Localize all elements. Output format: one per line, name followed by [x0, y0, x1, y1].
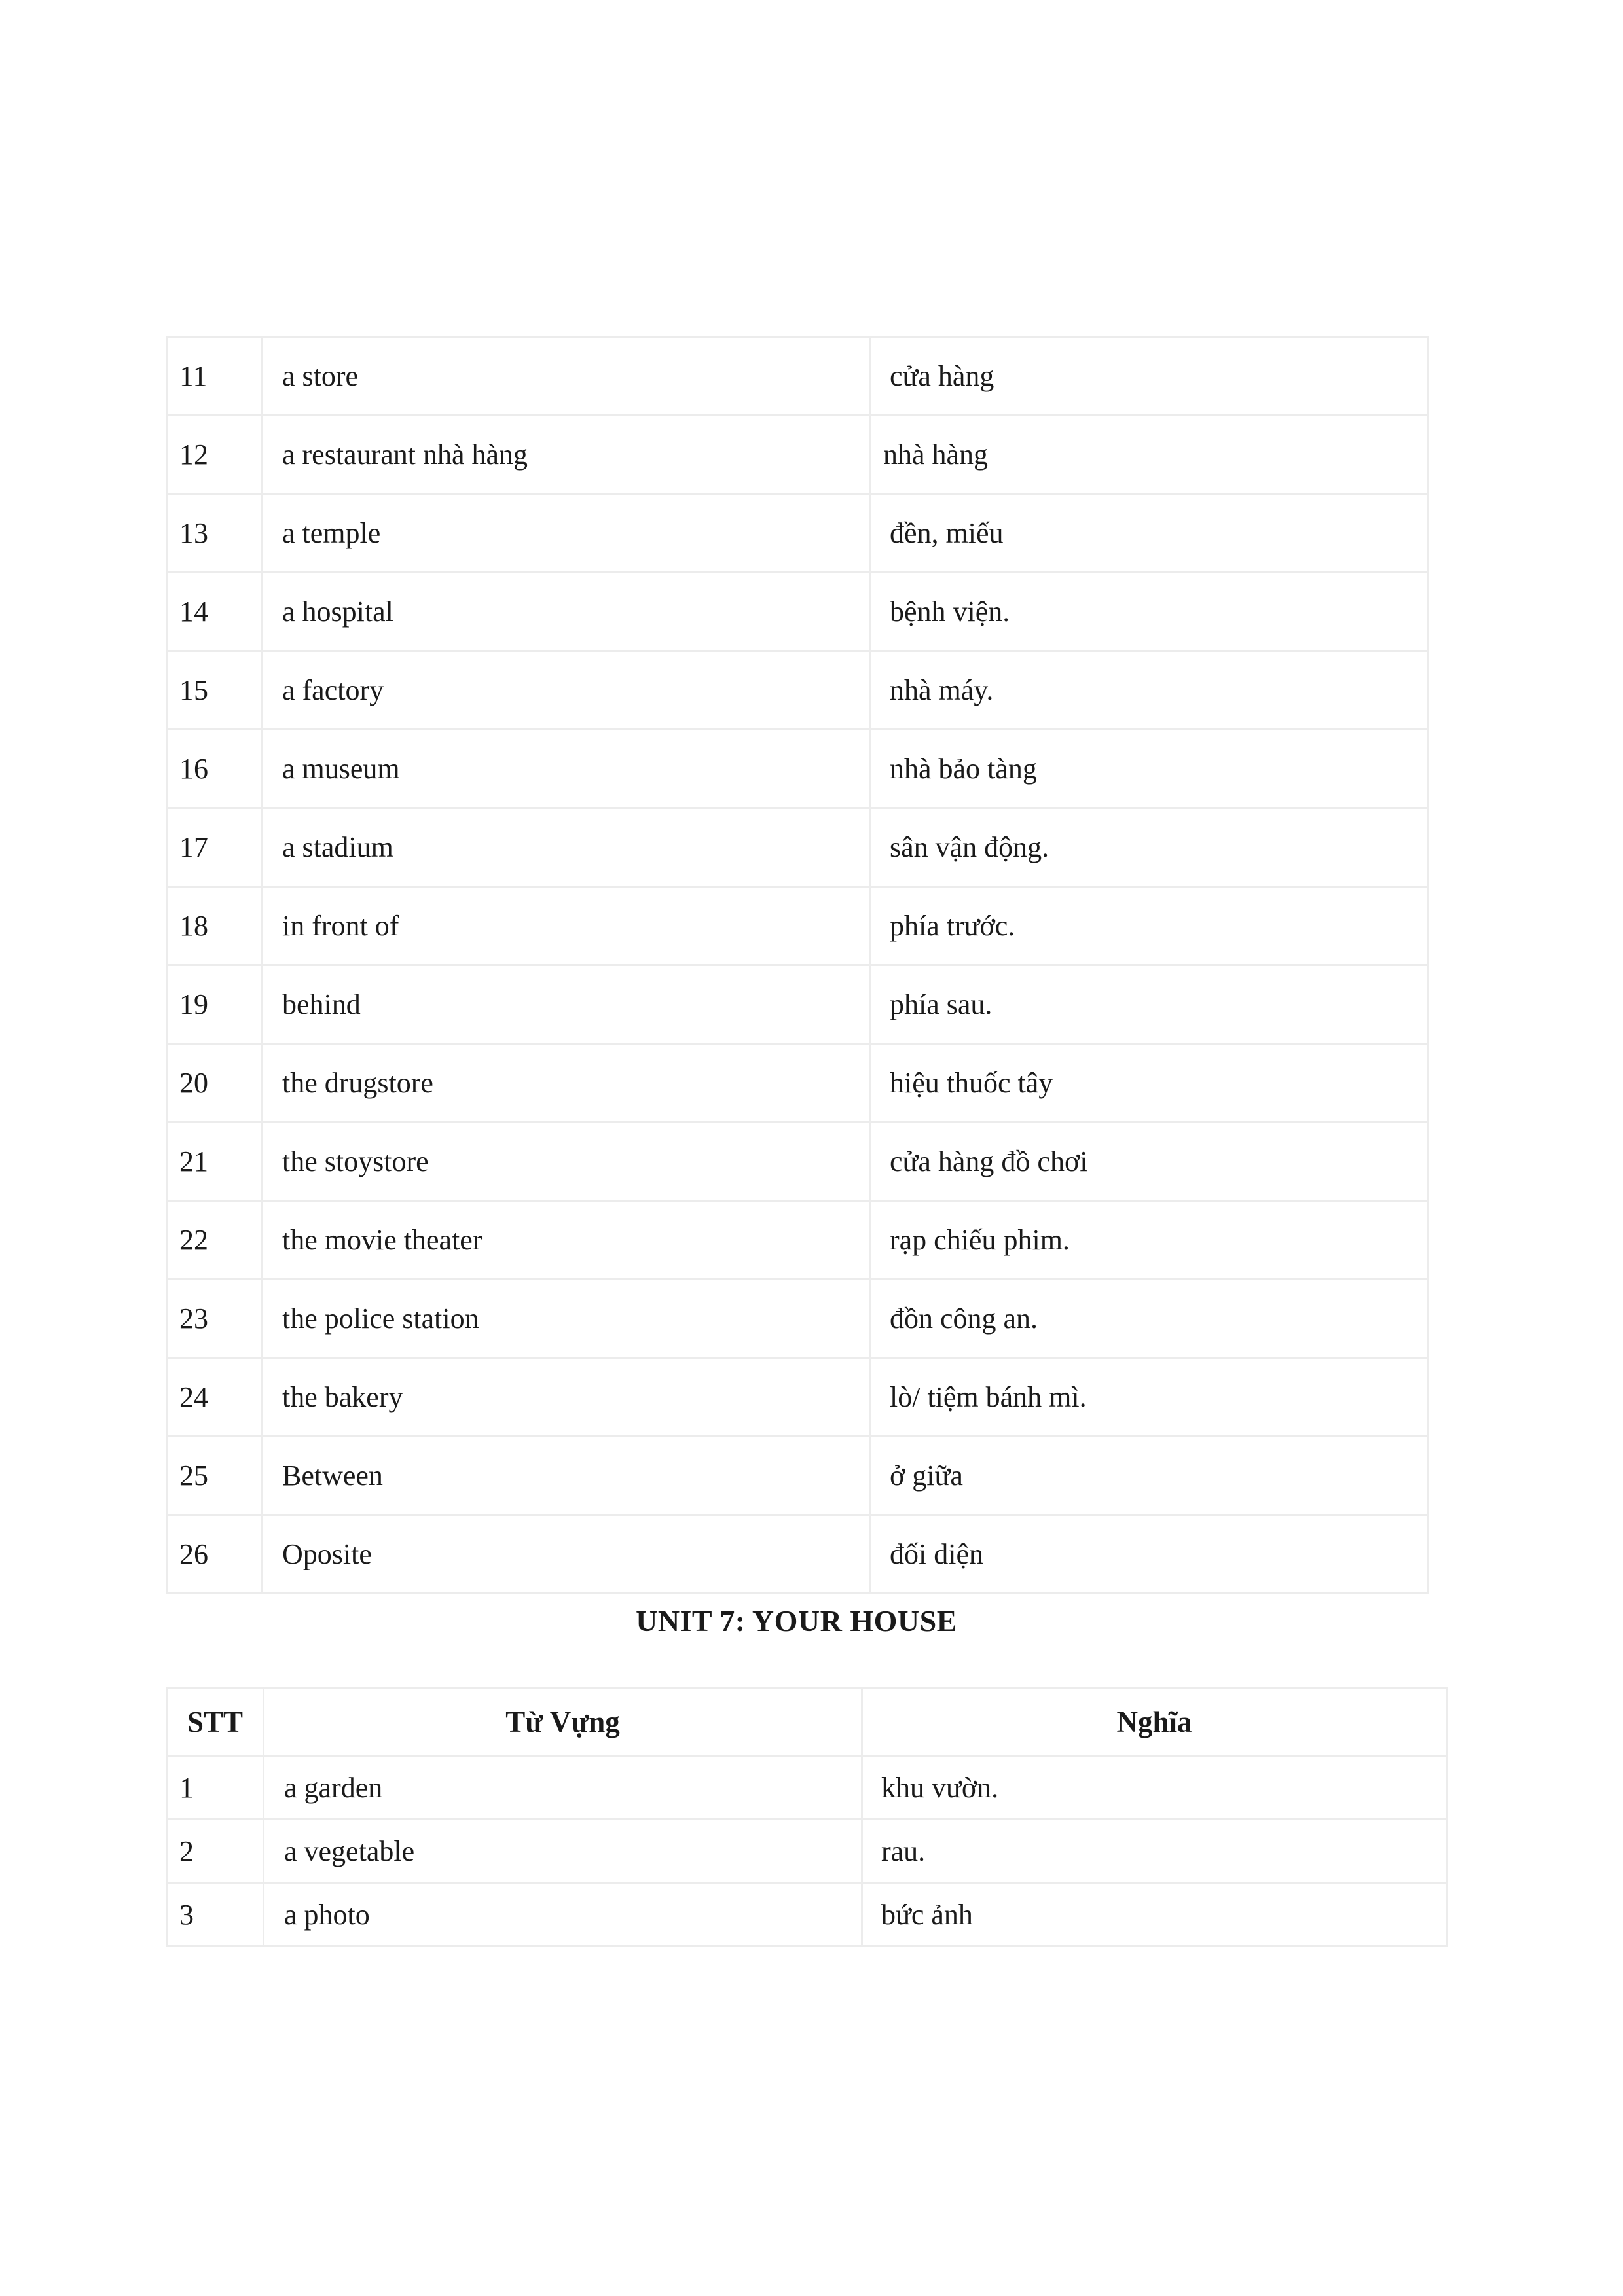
word-meaning: lò/ tiệm bánh mì.: [871, 1358, 1429, 1437]
table-row: [167, 1044, 1429, 1122]
section-heading: UNIT 7: YOUR HOUSE: [636, 1604, 957, 1638]
row-number: 12: [167, 416, 262, 494]
vocabulary-word: a vegetable: [264, 1820, 862, 1883]
row-number: 11: [167, 337, 262, 416]
row-number: 23: [167, 1280, 262, 1358]
row-number: 24: [167, 1358, 262, 1437]
word-meaning: khu vườn.: [862, 1756, 1447, 1820]
row-number: 20: [167, 1044, 262, 1122]
vocabulary-word: a factory: [262, 651, 871, 730]
vocabulary-word: the drugstore: [262, 1044, 871, 1122]
table-row: [167, 1820, 1447, 1883]
vocabulary-table-places: [166, 336, 1429, 1594]
table-row: [167, 337, 1429, 416]
word-meaning: cửa hàng: [871, 337, 1429, 416]
vocabulary-word: Oposite: [262, 1515, 871, 1594]
table-row: [167, 1122, 1429, 1201]
table-row: [167, 887, 1429, 965]
word-meaning: nhà hàng: [871, 416, 1429, 494]
table-row: [167, 1883, 1447, 1946]
word-meaning: đồn công an.: [871, 1280, 1429, 1358]
row-number: 2: [167, 1820, 264, 1883]
row-number: 15: [167, 651, 262, 730]
row-number: 14: [167, 573, 262, 651]
table-row: [167, 1280, 1429, 1358]
row-number: 1: [167, 1756, 264, 1820]
table-row: [167, 1358, 1429, 1437]
row-number: 16: [167, 730, 262, 808]
vocabulary-word: a restaurant nhà hàng: [262, 416, 871, 494]
table-row: [167, 1756, 1447, 1820]
table-row: [167, 965, 1429, 1044]
vocabulary-word: a garden: [264, 1756, 862, 1820]
table-row: [167, 1515, 1429, 1594]
table-row: [167, 730, 1429, 808]
table-row: [167, 651, 1429, 730]
vocabulary-word: behind: [262, 965, 871, 1044]
vocabulary-word: a store: [262, 337, 871, 416]
row-number: 26: [167, 1515, 262, 1594]
row-number: 21: [167, 1122, 262, 1201]
column-header-word: Từ Vựng: [264, 1688, 862, 1756]
word-meaning: sân vận động.: [871, 808, 1429, 887]
row-number: 19: [167, 965, 262, 1044]
column-header-meaning: Nghĩa: [862, 1688, 1447, 1756]
table-row: [167, 1437, 1429, 1515]
word-meaning: nhà máy.: [871, 651, 1429, 730]
table-row: [167, 1201, 1429, 1280]
table-row: [167, 494, 1429, 573]
vocabulary-word: the movie theater: [262, 1201, 871, 1280]
vocabulary-word: in front of: [262, 887, 871, 965]
vocabulary-table-house: [166, 1687, 1448, 1947]
word-meaning: cửa hàng đồ chơi: [871, 1122, 1429, 1201]
word-meaning: phía sau.: [871, 965, 1429, 1044]
table-row: [167, 808, 1429, 887]
column-header-number: STT: [167, 1688, 264, 1756]
vocabulary-word: a museum: [262, 730, 871, 808]
word-meaning: đền, miếu: [871, 494, 1429, 573]
word-meaning: đối diện: [871, 1515, 1429, 1594]
word-meaning: ở giữa: [871, 1437, 1429, 1515]
vocabulary-word: a hospital: [262, 573, 871, 651]
table-row: [167, 416, 1429, 494]
row-number: 25: [167, 1437, 262, 1515]
word-meaning: bệnh viện.: [871, 573, 1429, 651]
vocabulary-word: the stoystore: [262, 1122, 871, 1201]
word-meaning: hiệu thuốc tây: [871, 1044, 1429, 1122]
vocabulary-word: the bakery: [262, 1358, 871, 1437]
vocabulary-word: a temple: [262, 494, 871, 573]
table-row: [167, 573, 1429, 651]
word-meaning: nhà bảo tàng: [871, 730, 1429, 808]
vocabulary-word: a photo: [264, 1883, 862, 1946]
row-number: 13: [167, 494, 262, 573]
table-header-row: [167, 1688, 1447, 1756]
word-meaning: rạp chiếu phim.: [871, 1201, 1429, 1280]
vocabulary-word: Between: [262, 1437, 871, 1515]
row-number: 18: [167, 887, 262, 965]
word-meaning: bức ảnh: [862, 1883, 1447, 1946]
vocabulary-word: a stadium: [262, 808, 871, 887]
word-meaning: phía trước.: [871, 887, 1429, 965]
vocabulary-word: the police station: [262, 1280, 871, 1358]
row-number: 17: [167, 808, 262, 887]
row-number: 22: [167, 1201, 262, 1280]
row-number: 3: [167, 1883, 264, 1946]
word-meaning: rau.: [862, 1820, 1447, 1883]
